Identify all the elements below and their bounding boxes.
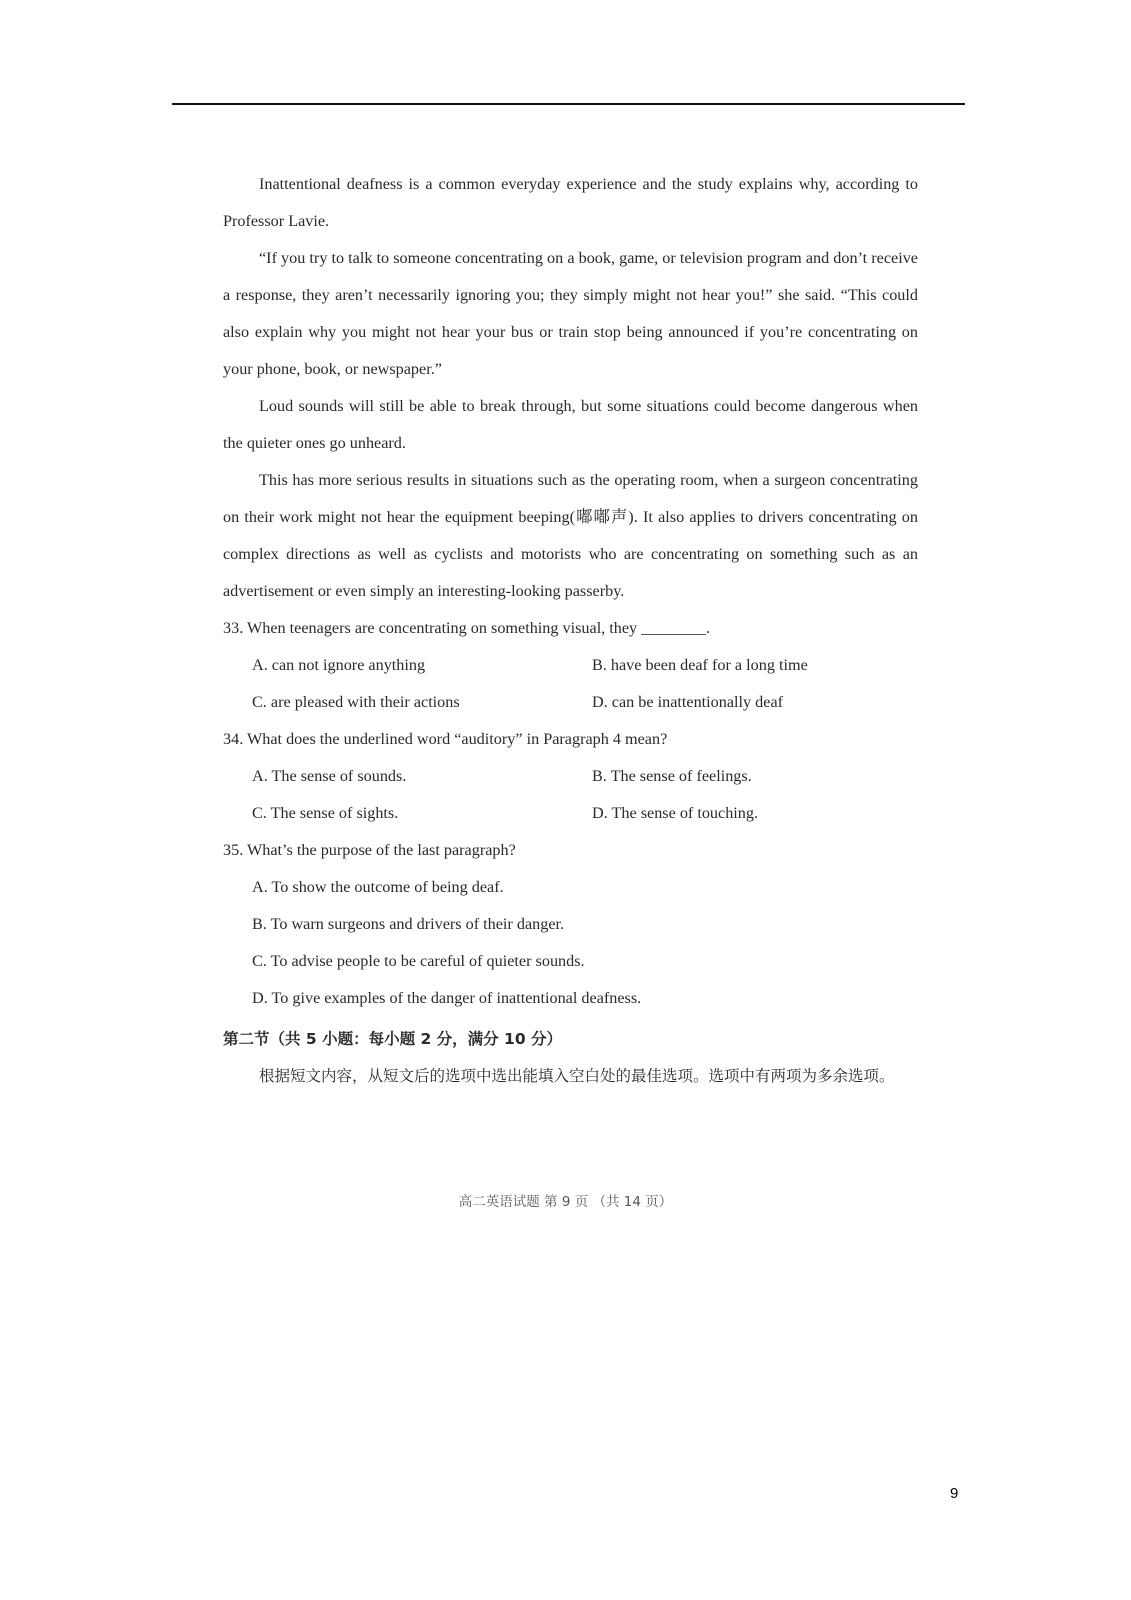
passage-paragraph: This has more serious results in situations such as the operating room, when a surgeon concentrating on their work might not hear the equipment beeping(嘟嘟声). It also applies to drivers concentrating on complex directions as well as cyclists and motorists who are concentrating on something such as an advertisement or even simply an interesting-looking passerby. xyxy=(223,471,918,600)
question-34 xyxy=(223,721,918,832)
question-35 xyxy=(223,832,918,1017)
option-d: D. To give examples of the danger of inattentional deafness. xyxy=(252,989,642,1007)
option-c: C. The sense of sights. xyxy=(252,804,399,822)
section-description: 根据短文内容，从短文后的选项中选出能填入空白处的最佳选项。选项中有两项为多余选项。 xyxy=(259,1067,895,1085)
option-d: D. The sense of touching. xyxy=(592,804,759,822)
question-stem: 33. When teenagers are concentrating on something visual, they ________. xyxy=(223,619,710,637)
option-c: C. are pleased with their actions xyxy=(252,693,460,711)
option-d: D. can be inattentionally deaf xyxy=(592,693,784,711)
section-title: 第二节（共 5 小题：每小题 2 分，满分 10 分） xyxy=(223,1030,563,1048)
question-33 xyxy=(223,610,918,721)
top-rule xyxy=(172,103,965,105)
option-b: B. The sense of feelings. xyxy=(592,767,752,785)
option-b: B. To warn surgeons and drivers of their danger. xyxy=(252,915,565,933)
question-stem: 35. What’s the purpose of the last paragraph? xyxy=(223,841,516,859)
option-a: A. To show the outcome of being deaf. xyxy=(252,878,504,896)
question-options xyxy=(223,647,918,721)
option-c: C. To advise people to be careful of quieter sounds. xyxy=(252,952,585,970)
page-number: 9 xyxy=(950,1485,959,1502)
page-footer: 高二英语试题 第 9 页 （共 14 页） xyxy=(458,1194,673,1210)
page-content xyxy=(223,166,918,1095)
passage-paragraph: Inattentional deafness is a common everyday experience and the study explains why, according to Professor Lavie. xyxy=(223,175,918,230)
option-a: A. can not ignore anything xyxy=(252,656,426,674)
option-a: A. The sense of sounds. xyxy=(252,767,407,785)
question-stem: 34. What does the underlined word “auditory” in Paragraph 4 mean? xyxy=(223,730,668,748)
passage-paragraph: Loud sounds will still be able to break through, but some situations could become dangerous when the quieter ones go unheard. xyxy=(223,397,918,452)
question-options xyxy=(223,758,918,832)
passage-paragraph: “If you try to talk to someone concentrating on a book, game, or television program and don’t receive a response, they aren’t necessarily ignoring you; they simply might not hear you!” she said. “This could also explain why you might not hear your bus or train stop being announced if you’re concentrating on your phone, book, or newspaper.” xyxy=(223,249,918,378)
option-b: B. have been deaf for a long time xyxy=(592,656,808,674)
